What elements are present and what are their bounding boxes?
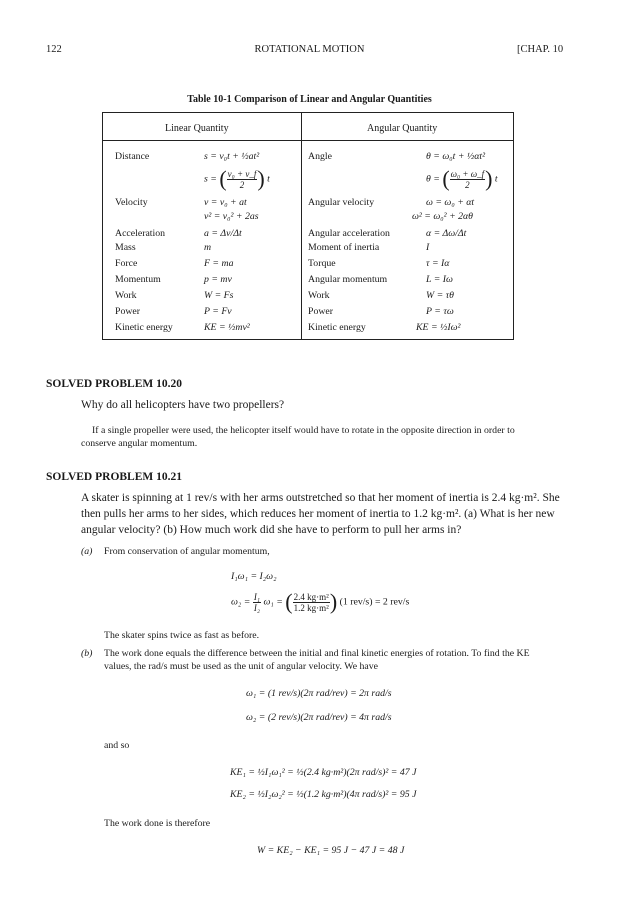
table-column-divider <box>301 113 302 339</box>
table-cell: Angular momentum <box>308 274 388 285</box>
fraction-denominator: I₂ <box>253 602 260 613</box>
col-header-linear: Linear Quantity <box>165 123 229 134</box>
part-label-a: (a) <box>81 546 93 557</box>
table-cell: KE = ½mv² <box>204 322 250 333</box>
eq-lhs: s = <box>204 173 217 185</box>
fraction-numerator: I₁ <box>253 591 260 602</box>
eq-mid: ω₁ = <box>263 596 283 608</box>
table-cell: α = Δω/Δt <box>426 228 467 239</box>
table-cell: F = ma <box>204 258 234 269</box>
table-cell: Velocity <box>115 197 148 208</box>
table-cell: m <box>204 242 212 253</box>
body-text: values, the rad/s must be used as the unit of angular velocity. We have <box>104 661 378 672</box>
table-cell: Force <box>115 258 138 269</box>
table-cell: Momentum <box>115 274 161 285</box>
paren-close: ) <box>329 589 338 614</box>
eq-rhs: t <box>494 173 498 185</box>
fraction-denominator: 1.2 kg·m² <box>293 602 329 613</box>
eq-lhs: ω₂ = <box>231 596 251 608</box>
table-cell: a = Δv/Δt <box>204 228 242 239</box>
table-cell: s = v₀t + ½at² <box>204 151 260 162</box>
answer-text: If a single propeller were used, the helicopter itself would have to rotate in the opposite direction in order to <box>92 425 515 436</box>
table-cell: v = v₀ + at <box>204 197 247 208</box>
section-heading: SOLVED PROBLEM 10.20 <box>46 378 183 390</box>
table-cell: Angular acceleration <box>308 228 390 239</box>
table-cell: P = Fv <box>204 306 232 317</box>
table-cell: W = Fs <box>204 290 234 301</box>
body-text: and so <box>104 740 130 751</box>
chapter-label: [CHAP. 10 <box>517 44 564 55</box>
equation: I₁ω₁ = I₂ω₂ <box>231 571 277 582</box>
table-cell: θ = ω₀t + ½αt² <box>426 151 486 162</box>
fraction <box>293 592 330 613</box>
table-cell: P = τω <box>426 306 454 317</box>
table-cell-fraction-eq <box>426 166 498 192</box>
table-cell: Angular velocity <box>308 197 375 208</box>
table-cell: v² = v₀² + 2as <box>204 211 259 222</box>
table-cell: Moment of inertia <box>308 242 380 253</box>
table-cell: τ = Iα <box>426 258 450 269</box>
eq-rhs: (1 rev/s) = 2 rev/s <box>339 596 410 608</box>
table-cell: KE = ½Iω² <box>416 322 461 333</box>
table-cell: Mass <box>115 242 136 253</box>
table-cell: ω = ω₀ + αt <box>426 197 475 208</box>
paren-open: ( <box>285 589 293 614</box>
equation: W = KE₂ − KE₁ = 95 J − 47 J = 48 J <box>257 845 405 856</box>
question-text: then pulls her arms to her sides, which reduces her moment of inertia to 1.2 kg·m². (a) What is her new <box>81 508 555 520</box>
table-cell: Power <box>115 306 141 317</box>
answer-text: conserve angular momentum. <box>81 438 198 449</box>
table-cell-fraction-eq <box>204 166 270 192</box>
table-cell: W = τθ <box>426 290 454 301</box>
paren-close: ) <box>485 166 493 191</box>
body-text: The work done equals the difference between the initial and final kinetic energies of rotation. To find the KE <box>104 648 530 659</box>
table-cell: Work <box>115 290 137 301</box>
table-cell: ω² = ω₀² + 2αθ <box>412 211 473 222</box>
fraction-denominator: 2 <box>239 179 245 190</box>
paren-open: ( <box>219 166 227 191</box>
paren-open: ( <box>442 166 450 191</box>
table-cell: p = mv <box>204 274 232 285</box>
page-number: 122 <box>46 44 62 55</box>
question-text: A skater is spinning at 1 rev/s with her arms outstretched so that her moment of inertia is 2.4 kg·m². She <box>81 492 560 504</box>
running-title: ROTATIONAL MOTION <box>254 44 365 55</box>
table-cell: L = Iω <box>426 274 453 285</box>
body-text: The work done is therefore <box>104 818 211 829</box>
equation-fraction <box>231 589 409 615</box>
equation: ω₂ = (2 rev/s)(2π rad/rev) = 4π rad/s <box>246 712 392 723</box>
table-header-rule <box>103 140 513 141</box>
table-cell: Kinetic energy <box>115 322 173 333</box>
fraction-numerator: 2.4 kg·m² <box>293 591 329 602</box>
fraction-numerator: v₀ + v_f <box>227 168 257 179</box>
table-cell: Angle <box>308 151 332 162</box>
table-caption: Table 10-1 Comparison of Linear and Angular Quantities <box>187 94 432 105</box>
fraction-numerator: ω₀ + ω_f <box>450 168 485 179</box>
table-cell: Power <box>308 306 334 317</box>
eq-lhs: θ = <box>426 173 440 185</box>
table-cell: I <box>426 242 430 253</box>
table-cell: Torque <box>308 258 336 269</box>
fraction <box>253 592 261 613</box>
paren-close: ) <box>257 166 265 191</box>
equation: ω₁ = (1 rev/s)(2π rad/rev) = 2π rad/s <box>246 688 392 699</box>
part-label-b: (b) <box>81 648 93 659</box>
table-cell: Work <box>308 290 330 301</box>
equation: KE₂ = ½I₂ω₂² = ½(1.2 kg·m²)(4π rad/s)² = 95 J <box>230 789 417 800</box>
question-text: angular velocity? (b) How much work did she have to perform to pull her arms in? <box>81 524 462 536</box>
table-cell: Kinetic energy <box>308 322 366 333</box>
table-cell: Distance <box>115 151 150 162</box>
col-header-angular: Angular Quantity <box>367 123 438 134</box>
fraction <box>450 169 485 190</box>
section-heading: SOLVED PROBLEM 10.21 <box>46 471 183 483</box>
body-text: The skater spins twice as fast as before. <box>104 630 260 641</box>
fraction <box>227 169 258 190</box>
eq-rhs: t <box>267 173 270 185</box>
equation: KE₁ = ½I₁ω₁² = ½(2.4 kg·m²)(2π rad/s)² = 47 J <box>230 767 417 778</box>
fraction-denominator: 2 <box>465 179 470 190</box>
question-text: Why do all helicopters have two propellers? <box>81 399 285 411</box>
table-cell: Acceleration <box>115 228 166 239</box>
body-text: From conservation of angular momentum, <box>104 546 270 557</box>
